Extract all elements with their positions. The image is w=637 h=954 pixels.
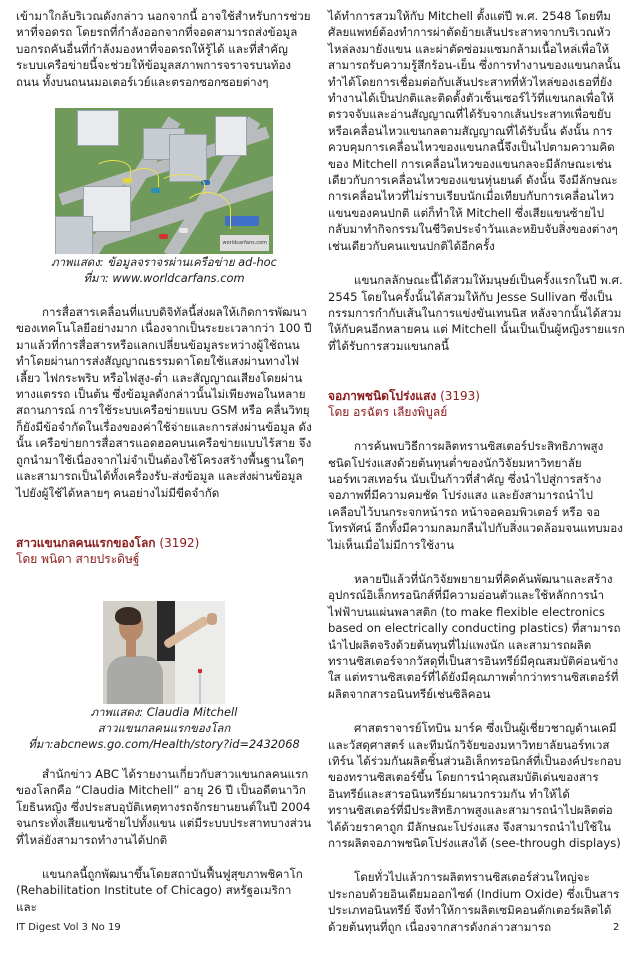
figure-caption-line1: ภาพแสดง: ข้อมูลจราจรผ่านเครือข่าย ad-hoc bbox=[51, 255, 277, 270]
intro-paragraph: เข้ามาใกล้บริเวณดังกล่าว นอกจากนี้ อาจใช้สำหรับการช่วยหาที่จอดรถ โดยรถที่กำลังออกจากที่จอดสามารถส่งข้อมูลบอกรถคันอื่นที่กำลังมองหาที่จอดรถให้รู้ได้ และที่สำคัญ ระบบเครือข่ายนี้จะช่วยให้ข้อมูลสภาพการจราจรบนท้องถนน ทั้งบนถนนมอเตอร์เวย์และตรอกซอกซอยต่างๆ bbox=[16, 9, 311, 89]
figure-caption-source: ที่มา: www.worldcarfans.com bbox=[83, 271, 245, 286]
paragraph-indium-oxide: โดยทั่วไปแล้วการผลิตทรานซิสเตอร์ส่วนใหญ่จะประกอบด้วยอินเดียมออกไซด์ (Indium Oxide) ซึ่งเป็นสารประเภทอนินทรีย์ จึงทำให้การผลิตเซมิคอนดักเตอร์ผลิตได้ด้วยต้นทุนที่ถูก เนื่องจากสารดังกล่าวสามารถ bbox=[328, 870, 620, 934]
figure-caption-line1: ภาพแสดง: Claudia Mitchell bbox=[90, 704, 238, 719]
footer-publication: IT Digest Vol 3 No 19 bbox=[16, 922, 121, 933]
figure-claudia-mitchell bbox=[16, 601, 312, 752]
article-id: (3193) bbox=[440, 389, 480, 404]
continued-paragraph: ได้ทำการสวมให้กับ Mitchell ตั้งแต่ปี พ.ศ. 2548 โดยทีมศัลยแพทย์ต้องทำการผ่าตัดย้ายเส้นประสาทจากบริเวณหัวไหล่ลงมายังแขน และผ่าตัดซ่อมแซมกล้ามเนื้อไหล่เพื่อให้สามารถรับความรู้สึกร้อน-เย็น ซึ่งการทำงานของแขนกลนั้นทำได้โดยการเชื่อมต่อกับเส้นประสาทที่หัวไหล่ของเธอที่ยังทำงานได้เป็นปกติและติดตั้งตัวเซ็นเซอร์ไว้ที่แขนกลเพื่อให้ตรวจจับและอ่านสัญญาณที่ได้รับจากเส้นประสาทเพื่อขยับหรือเคลื่อนไหวแขนกลตามสัญญาณที่ได้รับนั้น ดังนั้น การควบคุมการเคลื่อนไหวของแขนกลนี้จึงเป็นไปตามความคิดของ Mitchell การเคลื่อนไหวของแขนกลจะมีลักษณะเช่นเดียวกับการเคลื่อนไหวของแขนหุ่นยนต์ ดังนั้น จึงมีลักษณะการเคลื่อนไหวที่ไม่ราบเรียบนักเมื่อเทียบกับการเคลื่อนไหวแขนของคนปกติ แต่ก็ทำให้ Mitchell ซึ่งเสียแขนซ้ายไป กลับมาทำกิจกรรมในชีวิตประจำวันและหยิบจับสิ่งของต่างๆ เช่นเดียวกับคนแขนปกติได้อีกครั้ง bbox=[328, 9, 621, 253]
paragraph-abc-report: สำนักข่าว ABC ได้รายงานเกี่ยวกับสาวแขนกลคนแรกของโลกคือ “Claudia Mitchell” อายุ 26 ปี เป็นอดีตนาวิกโยธินหญิง ซึ่งประสบอุบัติเหตุทางรถจักรยานยนต์ในปี 2004 จนกระทั่งเสียแขนซ้ายไปทั้งแขน แต่มีระบบประสาทบางส่วนที่ไหล่ยังสามารถทำงานได้ปกติ bbox=[16, 766, 312, 847]
article-title: สาวแขนกลคนแรกของโลก bbox=[16, 535, 156, 550]
article-title: จอภาพชนิดโปร่งแสง bbox=[328, 389, 437, 404]
image-watermark: worldcarfans.com bbox=[220, 235, 269, 251]
city-traffic-adhoc-image bbox=[55, 108, 273, 254]
article-byline: โดย อรฉัตร เลียงพิบูลย์ bbox=[328, 405, 448, 420]
paragraph-history: แขนกลลักษณะนี้ได้สวมให้มนุษย์เป็นครั้งแรกในปี พ.ศ. 2545 โดยในครั้งนั้นได้สวมให้กับ Jesse Sullivan ซึ่งเป็นกรรมการกำกับเส้นในการแข่งขันเทนนิส หลังจากนั้นได้สวมให้กับคนอีกหลายคน แต่ Mitchell นั้นเป็นเป็นผู้หญิงรายแรกที่ได้รับการสวมแขนกลนี้ bbox=[328, 273, 625, 353]
paragraph-transistor-discovery: การค้นพบวิธีการผลิตทรานซิสเตอร์ประสิทธิภาพสูงชนิดโปร่งแสงด้วยต้นทุนต่ำของนักวิจัยมหาวิทยาลัยนอร์ทเวสเทอร์น นับเป็นก้าวที่สำคัญ ซึ่งนำไปสู่การสร้างจอภาพที่มีความคมชัด โปร่งแสง และยังสามารถนำไปเคลือบไว้บนกระจกหน้ารถ หน้าจอคอมพิวเตอร์ หรือ จอโทรทัศน์ อีกทั้งมีความกลมกลืนไปกับสิ่งแวดล้อมจนแทบมองไม่เห็นเมื่อไม่มีการใช้งาน bbox=[328, 439, 623, 552]
article-heading-bionic-woman bbox=[16, 535, 312, 567]
paragraph-rehab-institute: แขนกลนี้ถูกพัฒนาขึ้นโดยสถาบันฟื้นฟูสุขภาพชิคาโก (Rehabilitation Institute of Chicago) สหรัฐอเมริกาและ bbox=[16, 866, 303, 914]
figure-adhoc-traffic bbox=[16, 108, 312, 286]
figure-caption-line2: สาวแขนกลคนแรกของโลก bbox=[97, 720, 231, 735]
left-column bbox=[16, 8, 312, 915]
claudia-mitchell-bionic-arm-photo bbox=[103, 601, 225, 704]
right-column bbox=[328, 8, 626, 935]
paragraph-flexible-electronics: หลายปีแล้วที่นักวิจัยพยายามที่คิดค้นพัฒนาและสร้างอุปกรณ์อิเล็กทรอนิกส์ที่มีความอ่อนตัวและใช้หลักการนำไฟฟ้าบนแผ่นพลาสติก (to make flexible electronics based on electrically conducting plastics) ที่สามารถนำไปผลิตจริงด้วยต้นทุนที่ไม่แพงนัก และสามารถผลิตทรานซิสเตอร์จากวัสดุที่เป็นสารอินทรีย์มีคุณสมบัติค่อนข้างใส แต่ทรานซิสเตอร์ที่ได้ยังมีคุณภาพต่ำกว่าทรานซิสเตอร์ที่ผลิตจากสารอนินทรีย์เช่นซิลิคอน bbox=[328, 571, 621, 701]
article-id: (3192) bbox=[159, 535, 200, 550]
figure-caption-source: ที่มา:abcnews.go.com/Health/story?id=2432068 bbox=[28, 736, 300, 751]
article-byline: โดย พนิดา สายประดิษฐ์ bbox=[16, 551, 140, 566]
paragraph-digital-communication: การสื่อสารเคลื่อนที่แบบดิจิทัลนี้ส่งผลให้เกิดการพัฒนาของเทคโนโลยีอย่างมาก เนื่องจากเป็นระยะเวลากว่า 100 ปีมาแล้วที่การสื่อสารหรือแลกเปลี่ยนข้อมูลระหว่างผู้ใช้ถนน ทำโดยผ่านการส่งสัญญาณธรรมดาโดยใช้แสงผ่านทางไฟเลี้ยว ไฟกระพริบ หรือไฟสูง-ต่ำ และสัญญาณเสียงโดยผ่านทางแตรรถ เป็นต้น ซึ่งข้อมูลดังกล่าวนั้นไม่เพียงพอในหลายสถานการณ์ การใช้ระบบเครือข่ายแบบ GSM หรือ คลื่นวิทยุ ก็ยังมีข้อจำกัดในเรื่องของค่าใช้จ่ายและการส่งผ่านข้อมูล ดังนั้น เครือข่ายการสื่อสารแอดฮอคบนเครือข่ายแบบไร้สาย จึงถูกนำมาใช้เนื่องจากไม่จำเป็นต้องใช้โครงสร้างพื้นฐานใดๆ และสามารถเป็นได้ทั้งเครื่องรับ-ส่งข้อมูล และส่งผ่านข้อมูลไปยังผู้ใช้ได้หลายๆ คนอย่างไม่มีขีดจำกัด bbox=[16, 305, 312, 500]
paragraph-tobin-marks: ศาสตราจารย์โทบิน มาร์ค ซึ่งเป็นผู้เชี่ยวชาญด้านเคมีและวัสดุศาสตร์ และทีมนักวิจัยของมหาวิทยาลัยนอร์ทเวสเทิร์น ได้ร่วมกันผลิตชิ้นส่วนอิเล็กทรอนิกส์ที่เป็นองค์ประกอบของทรานซิสเตอร์ขึ้น โดยการนำคุณสมบัติเด่นของสารอินทรีย์และสารอนินทรีย์มาผนวกรวมกัน ทำให้ได้ทรานซิสเตอร์ที่มีประสิทธิภาพสูงและสามารถนำไปผลิตต่อได้ด้วยราคาถูก มีลักษณะโปร่งแสง จึงสามารถนำไปใช้ในการผลิตจอภาพชนิดโปร่งแสงได้ (see-through displays) bbox=[328, 721, 622, 851]
article-heading-transparent-display bbox=[328, 388, 626, 420]
footer-page-number: 2 bbox=[613, 922, 620, 933]
